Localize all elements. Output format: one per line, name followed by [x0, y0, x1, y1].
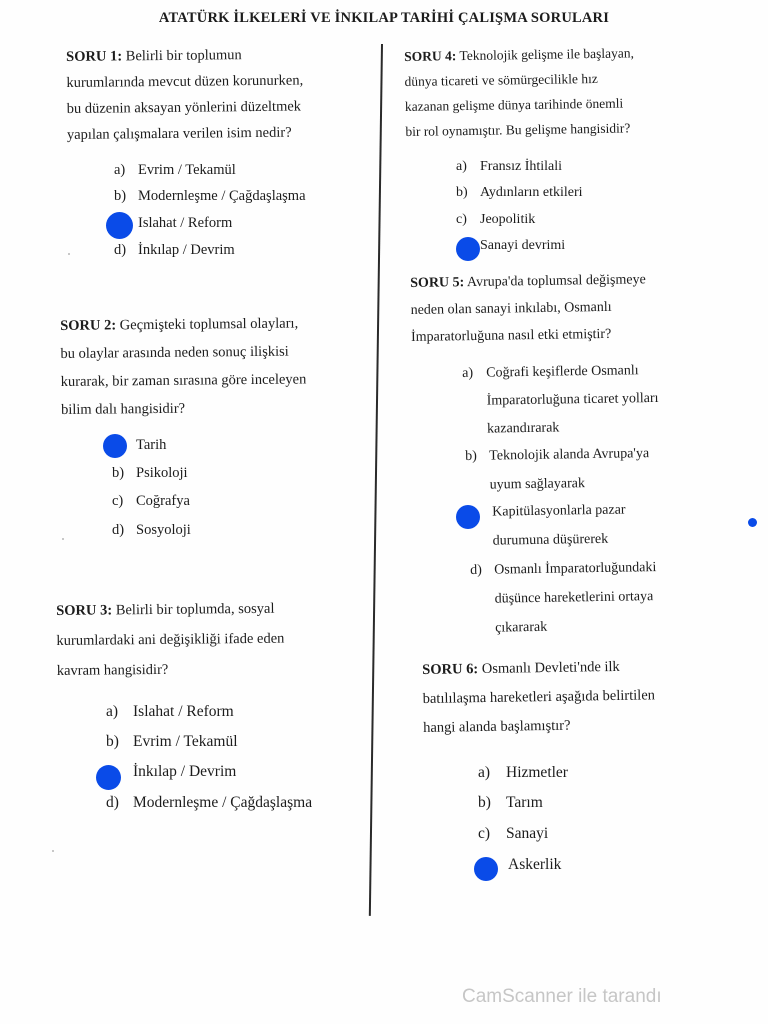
- question-2-text-line: bilim dalı hangisidir?: [60, 400, 186, 418]
- answer-mark: [103, 434, 127, 458]
- option-text: Islahat / Reform: [138, 215, 233, 231]
- option-text: uyum sağlayarak: [489, 476, 586, 493]
- page-title: ATATÜRK İLKELERİ VE İNKILAP TARİHİ ÇALIŞMA SORULARI: [158, 10, 610, 26]
- option-letter: c): [456, 212, 467, 227]
- option-text: Hizmetler: [506, 764, 568, 781]
- question-4-text-line: kazanan gelişme dünya tarihinde önemli: [404, 95, 624, 114]
- option-text: Tarih: [136, 437, 167, 453]
- scan-speck: [68, 253, 70, 255]
- question-3-text-line: Belirli bir toplumda, sosyal: [115, 600, 275, 619]
- option-letter: d): [106, 794, 119, 811]
- q5-option-c[interactable]: [468, 496, 626, 556]
- question-3-text-line: kurumlardaki ani değişikliği ifade eden: [56, 630, 285, 649]
- question-1-text-line: yapılan çalışmalara verilen isim nedir?: [66, 124, 292, 143]
- question-6: [422, 652, 656, 743]
- question-2-text-line: Geçmişteki toplumsal olayları,: [119, 315, 299, 334]
- option-letter: a): [106, 703, 119, 720]
- question-1-label: SORU 1:: [66, 48, 123, 65]
- option-text: Teknolojik alanda Avrupa'ya: [489, 446, 650, 464]
- q2-option-b[interactable]: [112, 459, 188, 487]
- q1-option-a[interactable]: [114, 157, 236, 183]
- q4-option-c[interactable]: [456, 207, 535, 233]
- option-text: Askerlik: [508, 856, 562, 873]
- question-5-label: SORU 5:: [410, 275, 465, 291]
- question-6-text-line: hangi alanda başlamıştır?: [423, 717, 571, 736]
- option-text: Islahat / Reform: [133, 703, 234, 720]
- option-text: Evrim / Tekamül: [133, 733, 238, 750]
- ink-dot: [748, 518, 757, 527]
- option-letter: b): [465, 448, 478, 464]
- question-2: [60, 309, 307, 424]
- option-letter: b): [478, 794, 491, 811]
- option-text: kazandırarak: [486, 420, 560, 437]
- q5-option-a[interactable]: [462, 357, 659, 444]
- answer-mark: [106, 212, 133, 239]
- question-6-text-line: Osmanlı Devleti'nde ilk: [481, 658, 620, 678]
- option-text: Tarım: [506, 794, 543, 811]
- question-4: [404, 40, 635, 144]
- question-3-label: SORU 3:: [56, 602, 113, 619]
- camscanner-watermark: CamScanner ile tarandı: [462, 986, 662, 1007]
- q2-option-c[interactable]: [112, 487, 190, 515]
- option-letter: b): [456, 185, 468, 200]
- question-6-label: SORU 6:: [422, 661, 479, 678]
- option-letter: c): [478, 825, 491, 842]
- q5-option-b[interactable]: [465, 439, 650, 500]
- option-text: Jeopolitik: [480, 212, 536, 227]
- option-letter: d): [470, 562, 483, 578]
- option-letter: b): [112, 465, 125, 481]
- q6-option-c[interactable]: [478, 819, 548, 849]
- option-text: durumuna düşürerek: [492, 531, 609, 549]
- q3-option-d[interactable]: [106, 788, 312, 818]
- question-6-text-line: batılılaşma hareketleri aşağıda belirtilen: [422, 687, 656, 707]
- scan-speck: [52, 850, 54, 852]
- column-divider: [369, 44, 383, 916]
- option-letter: c): [112, 493, 124, 509]
- question-1-text-line: kurumlarında mevcut düzen korunurken,: [66, 72, 304, 91]
- option-letter: a): [478, 764, 491, 781]
- question-4-label: SORU 4:: [404, 48, 457, 64]
- option-text: Osmanlı İmparatorluğundaki: [494, 560, 657, 578]
- question-5-text-line: İmparatorluğuna nasıl etki etmiştir?: [410, 326, 612, 345]
- answer-mark: [456, 505, 480, 529]
- option-text: Sanayi: [506, 825, 549, 842]
- question-5: [410, 266, 647, 351]
- answer-mark: [474, 857, 498, 881]
- option-text: İnkılap / Devrim: [133, 763, 237, 780]
- option-text: Evrim / Tekamül: [138, 162, 236, 178]
- q4-option-b[interactable]: [456, 180, 583, 206]
- option-text: Sanayi devrimi: [480, 238, 566, 253]
- question-1: [66, 42, 304, 148]
- q5-option-d[interactable]: [470, 553, 657, 643]
- option-letter: a): [462, 365, 474, 381]
- q6-option-a[interactable]: [478, 758, 568, 788]
- option-text: Coğrafi keşiflerde Osmanlı: [486, 363, 639, 381]
- option-text: Aydınların etkileri: [480, 185, 583, 200]
- question-3: [56, 594, 285, 686]
- option-letter: a): [114, 162, 126, 178]
- q3-option-c[interactable]: [106, 757, 236, 787]
- option-letter: b): [114, 188, 127, 204]
- q4-option-a[interactable]: [456, 154, 562, 180]
- q1-option-b[interactable]: [114, 183, 306, 209]
- question-2-label: SORU 2:: [60, 317, 117, 334]
- question-4-text-line: bir rol oynamıştır. Bu gelişme hangisidir?: [405, 120, 631, 139]
- option-text: İnkılap / Devrim: [138, 242, 235, 258]
- option-letter: b): [106, 733, 119, 750]
- option-text: İmparatorluğuna ticaret yolları: [486, 390, 659, 409]
- q3-option-a[interactable]: [106, 697, 234, 727]
- option-letter: d): [112, 522, 125, 538]
- question-4-text-line: Teknolojik gelişme ile başlayan,: [459, 45, 635, 64]
- question-5-text-line: Avrupa'da toplumsal değişmeye: [466, 272, 646, 291]
- answer-mark: [456, 237, 480, 261]
- option-text: Psikoloji: [136, 465, 188, 481]
- option-text: düşünce hareketlerini ortaya: [494, 589, 654, 607]
- scan-speck: [62, 538, 64, 540]
- option-text: Fransız İhtilali: [480, 159, 563, 174]
- answer-mark: [96, 765, 121, 790]
- option-text: Modernleşme / Çağdaşlaşma: [133, 794, 313, 811]
- option-text: Sosyoloji: [136, 522, 191, 538]
- q1-option-d[interactable]: [114, 237, 235, 263]
- question-1-text-line: Belirli bir toplumun: [125, 47, 242, 65]
- question-1-text-line: bu düzenin aksayan yönlerini düzeltmek: [66, 98, 302, 117]
- option-text: Coğrafya: [136, 493, 190, 509]
- option-text: Kapitülasyonlarla pazar: [492, 502, 626, 520]
- question-3-text-line: kavram hangisidir?: [56, 661, 169, 679]
- question-2-text-line: bu olaylar arasında neden sonuç ilişkisi: [60, 343, 289, 362]
- question-5-text-line: neden olan sanayi inkılabı, Osmanlı: [410, 299, 612, 318]
- q2-option-d[interactable]: [112, 516, 191, 544]
- question-2-text-line: kurarak, bir zaman sırasına göre inceleyen: [60, 371, 307, 390]
- option-letter: d): [114, 242, 127, 258]
- question-4-text-line: dünya ticareti ve sömürgecilikle hız: [404, 70, 598, 89]
- option-text: Modernleşme / Çağdaşlaşma: [138, 188, 306, 204]
- option-text: çıkararak: [495, 619, 548, 636]
- option-letter: a): [456, 159, 467, 174]
- q6-option-b[interactable]: [478, 788, 543, 818]
- q3-option-b[interactable]: [106, 727, 238, 757]
